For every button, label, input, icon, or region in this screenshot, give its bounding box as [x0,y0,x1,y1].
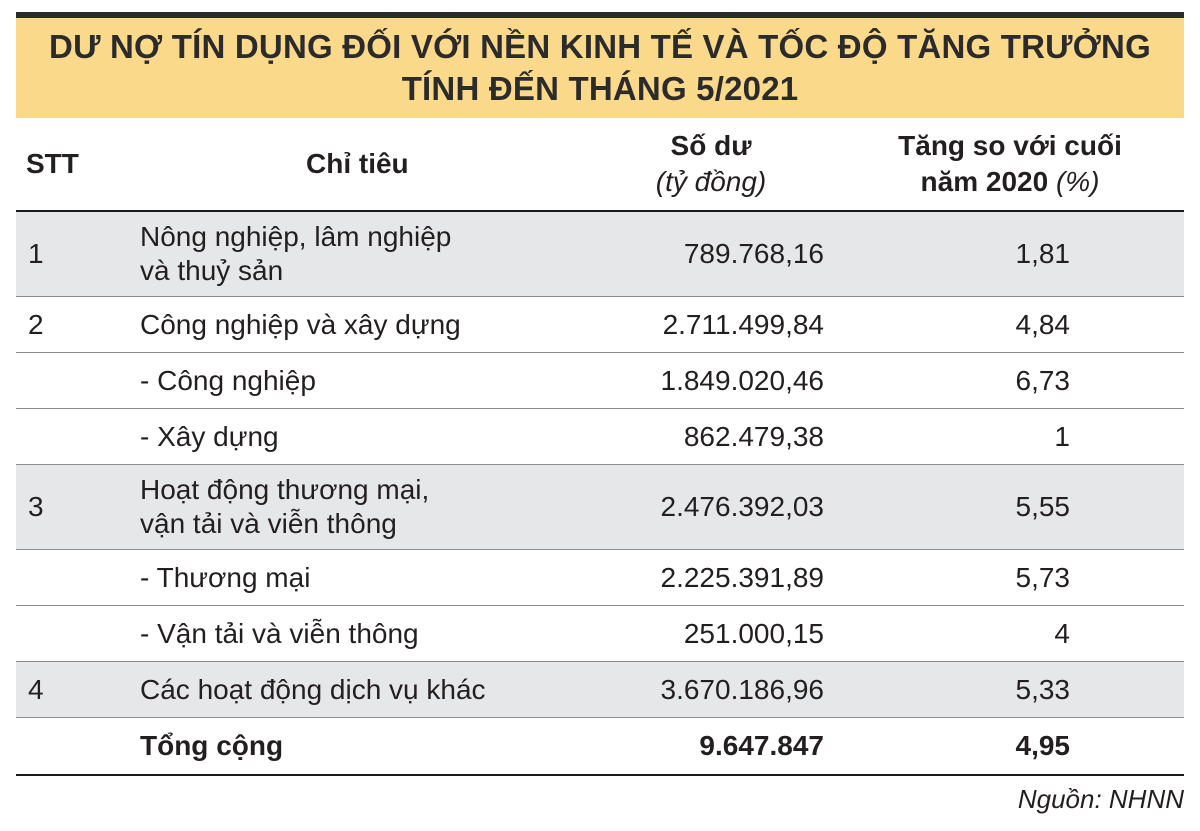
row-indicator-line2: vận tải và viễn thông [140,508,397,539]
row-stt: 3 [16,465,136,550]
table-figure [16,12,1184,815]
row-indicator-line1: Nông nghiệp, lâm nghiệp [140,221,452,252]
total-row [16,718,1184,776]
row-balance: 2.225.391,89 [586,550,836,606]
row-balance: 2.711.499,84 [586,297,836,353]
title-line-1: DƯ NỢ TÍN DỤNG ĐỐI VỚI NỀN KINH TẾ VÀ TỐC ĐỘ TĂNG TRƯỞNG [49,28,1151,65]
row-indicator [136,465,586,550]
row-indicator [136,211,586,297]
row-stt [16,409,136,465]
row-growth: 1 [836,409,1184,465]
header-balance-unit: (tỷ đồng) [655,166,767,197]
table-row [16,662,1184,718]
table-row [16,211,1184,297]
row-stt: 4 [16,662,136,718]
row-growth: 5,73 [836,550,1184,606]
row-indicator: - Công nghiệp [136,353,586,409]
row-growth: 5,33 [836,662,1184,718]
row-stt [16,606,136,662]
total-growth: 4,95 [836,718,1184,776]
row-growth: 4 [836,606,1184,662]
table-title [16,18,1184,118]
table-row [16,297,1184,353]
row-growth: 5,55 [836,465,1184,550]
table-row [16,606,1184,662]
table-row [16,409,1184,465]
row-stt [16,353,136,409]
source-note: Nguồn: NHNN [1017,784,1184,814]
header-growth-line2-wrap [836,164,1184,200]
row-balance: 862.479,38 [586,409,836,465]
row-balance: 2.476.392,03 [586,465,836,550]
row-indicator: - Xây dựng [136,409,586,465]
row-balance: 789.768,16 [586,211,836,297]
row-growth: 4,84 [836,297,1184,353]
row-stt: 2 [16,297,136,353]
header-growth-line2: năm 2020 [920,166,1049,197]
table-row [16,465,1184,550]
header-indicator: Chỉ tiêu [136,118,586,211]
row-balance: 1.849.020,46 [586,353,836,409]
row-stt [16,550,136,606]
header-balance-label: Số dư [670,130,752,161]
row-stt: 1 [16,211,136,297]
table-row [16,353,1184,409]
row-indicator: - Thương mại [136,550,586,606]
header-balance [586,118,836,211]
row-balance: 251.000,15 [586,606,836,662]
row-indicator: Công nghiệp và xây dựng [136,297,586,353]
header-growth-line1: Tăng so với cuối [898,130,1122,161]
row-balance: 3.670.186,96 [586,662,836,718]
header-row [16,118,1184,211]
total-balance: 9.647.847 [586,718,836,776]
total-stt [16,718,136,776]
row-growth: 1,81 [836,211,1184,297]
title-line-2: TÍNH ĐẾN THÁNG 5/2021 [401,70,799,107]
total-label: Tổng cộng [136,718,586,776]
row-indicator-line1: Hoạt động thương mại, [140,474,430,505]
header-stt: STT [16,118,136,211]
row-indicator-line2: và thuỷ sản [140,255,284,286]
row-growth: 6,73 [836,353,1184,409]
header-growth-unit: (%) [1055,166,1100,197]
credit-table [16,118,1184,776]
row-indicator: Các hoạt động dịch vụ khác [136,662,586,718]
header-growth [836,118,1184,211]
table-row [16,550,1184,606]
row-indicator: - Vận tải và viễn thông [136,606,586,662]
